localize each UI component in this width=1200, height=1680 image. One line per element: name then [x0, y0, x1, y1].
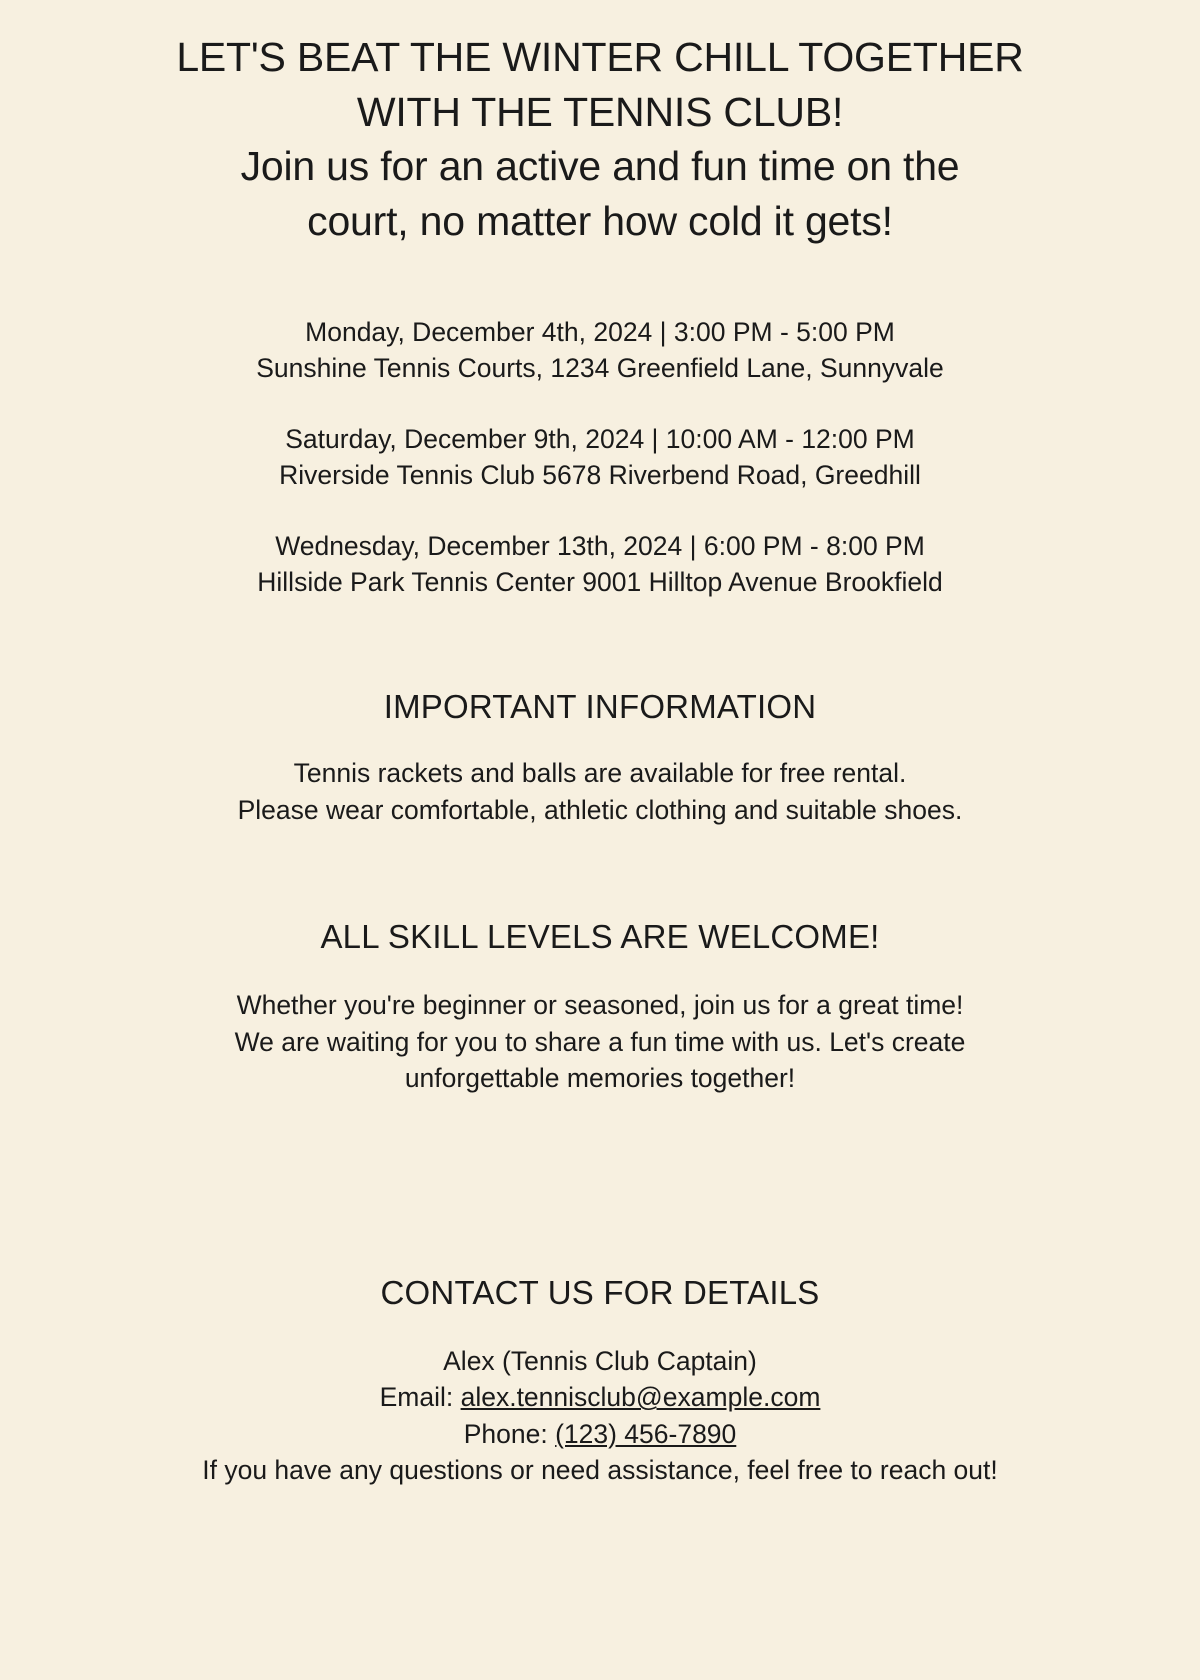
session-venue: Riverside Tennis Club 5678 Riverbend Road, Greedhill	[279, 460, 921, 491]
important-information-line-1: Tennis rackets and balls are available for free rental.	[293, 758, 907, 789]
page-subtitle-line-1: Join us for an active and fun time on the	[240, 143, 960, 190]
skill-levels-title: ALL SKILL LEVELS ARE WELCOME!	[320, 918, 880, 956]
session-datetime: Wednesday, December 13th, 2024 | 6:00 PM - 8:00 PM	[275, 531, 925, 562]
page-title-line-1: LET'S BEAT THE WINTER CHILL TOGETHER	[176, 34, 1024, 80]
contact-email-link[interactable]: alex.tennisclub@example.com	[460, 1382, 821, 1413]
contact-title: CONTACT US FOR DETAILS	[380, 1273, 820, 1311]
page-title	[176, 30, 1023, 139]
page-subtitle	[241, 139, 960, 248]
important-information-body	[95, 755, 1105, 828]
contact-phone-link[interactable]: (123) 456-7890	[555, 1418, 737, 1449]
important-information-title: IMPORTANT INFORMATION	[383, 688, 817, 726]
important-information-section	[95, 686, 1105, 828]
page-subtitle-line-2: court, no matter how cold it gets!	[307, 197, 893, 244]
session-item	[95, 421, 1105, 493]
schedule-list	[95, 314, 1105, 600]
session-datetime: Saturday, December 9th, 2024 | 10:00 AM - 12:00 PM	[285, 424, 915, 455]
session-item	[95, 314, 1105, 386]
session-datetime: Monday, December 4th, 2024 | 3:00 PM - 5:00 PM	[305, 317, 895, 348]
session-venue: Hillside Park Tennis Center 9001 Hilltop Avenue Brookfield	[257, 567, 943, 598]
contact-note: If you have any questions or need assistance, feel free to reach out!	[202, 1455, 998, 1486]
contact-section	[95, 1272, 1105, 1489]
page-title-line-2: WITH THE TENNIS CLUB!	[356, 88, 844, 135]
skill-levels-line-2: We are waiting for you to share a fun time with us. Let's create	[234, 1026, 966, 1057]
skill-levels-section	[95, 916, 1105, 1097]
contact-phone-line	[95, 1416, 1105, 1453]
contact-email-label: Email:	[379, 1382, 461, 1413]
skill-levels-line-3: unforgettable memories together!	[404, 1063, 796, 1094]
contact-name: Alex (Tennis Club Captain)	[443, 1345, 757, 1376]
contact-body	[95, 1343, 1105, 1489]
skill-levels-body	[95, 987, 1105, 1097]
skill-levels-line-1: Whether you're beginner or seasoned, join us for a great time!	[236, 990, 964, 1021]
session-venue: Sunshine Tennis Courts, 1234 Greenfield Lane, Sunnyvale	[256, 353, 944, 384]
important-information-line-2: Please wear comfortable, athletic clothing and suitable shoes.	[237, 794, 963, 825]
contact-phone-label: Phone:	[463, 1418, 556, 1449]
session-item	[95, 528, 1105, 600]
contact-email-line	[95, 1379, 1105, 1416]
